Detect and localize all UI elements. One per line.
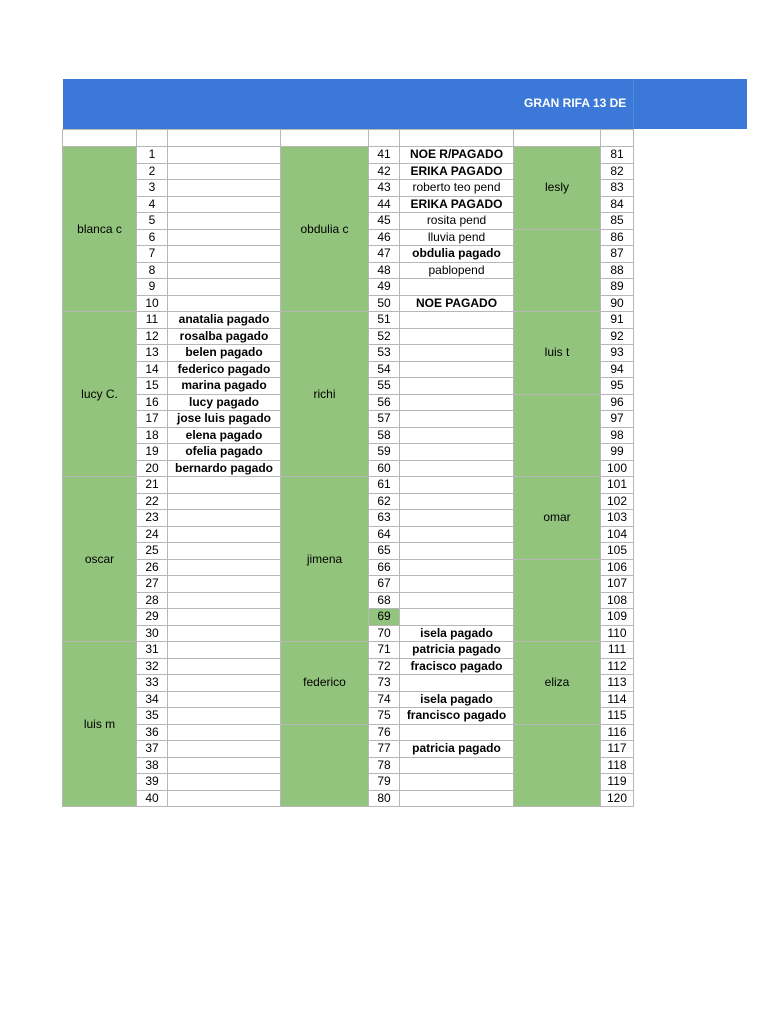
ticket-number-cell[interactable]: 39 <box>137 774 168 791</box>
ticket-number-cell[interactable]: 68 <box>369 592 400 609</box>
ticket-number-cell[interactable]: 28 <box>137 592 168 609</box>
ticket-buyer-cell[interactable] <box>400 328 514 345</box>
table-row <box>63 477 634 494</box>
ticket-buyer-cell[interactable] <box>400 576 514 593</box>
ticket-buyer-cell[interactable] <box>400 675 514 692</box>
ticket-buyer-cell[interactable] <box>168 180 281 197</box>
ticket-number-cell[interactable]: 7 <box>137 246 168 263</box>
ticket-number-cell[interactable]: 59 <box>369 444 400 461</box>
ticket-buyer-cell[interactable]: isela pagado <box>400 625 514 642</box>
ticket-number-cell[interactable]: 63 <box>369 510 400 527</box>
ticket-buyer-cell[interactable] <box>168 477 281 494</box>
ticket-buyer-cell[interactable]: NOE R/PAGADO <box>400 147 514 164</box>
ticket-buyer-cell[interactable] <box>168 163 281 180</box>
ticket-number-cell[interactable]: 3 <box>137 180 168 197</box>
ticket-number-cell[interactable]: 103 <box>601 510 634 527</box>
ticket-number-cell[interactable]: 49 <box>369 279 400 296</box>
seller-cell[interactable]: luis t <box>514 312 601 395</box>
ticket-buyer-cell[interactable] <box>400 526 514 543</box>
ticket-number-cell[interactable]: 119 <box>601 774 634 791</box>
ticket-number-cell[interactable]: 102 <box>601 493 634 510</box>
ticket-number-cell[interactable]: 89 <box>601 279 634 296</box>
ticket-buyer-cell[interactable]: rosalba pagado <box>168 328 281 345</box>
ticket-buyer-cell[interactable] <box>400 345 514 362</box>
ticket-buyer-cell[interactable] <box>168 526 281 543</box>
table-row <box>63 642 634 659</box>
ticket-number-cell[interactable]: 117 <box>601 741 634 758</box>
ticket-number-cell[interactable]: 91 <box>601 312 634 329</box>
ticket-number-cell[interactable]: 94 <box>601 361 634 378</box>
ticket-number-cell[interactable]: 75 <box>369 708 400 725</box>
ticket-buyer-cell[interactable] <box>400 510 514 527</box>
ticket-buyer-cell[interactable]: roberto teo pend <box>400 180 514 197</box>
empty-cell[interactable] <box>400 130 514 147</box>
ticket-number-cell[interactable]: 38 <box>137 757 168 774</box>
seller-cell[interactable]: omar <box>514 477 601 560</box>
ticket-number-cell[interactable]: 25 <box>137 543 168 560</box>
ticket-buyer-cell[interactable] <box>400 361 514 378</box>
ticket-number-cell[interactable]: 97 <box>601 411 634 428</box>
ticket-number-cell[interactable]: 79 <box>369 774 400 791</box>
table-row <box>63 147 634 164</box>
ticket-number-cell[interactable]: 72 <box>369 658 400 675</box>
title-banner <box>63 79 747 129</box>
ticket-number-cell[interactable]: 83 <box>601 180 634 197</box>
ticket-number-cell[interactable]: 35 <box>137 708 168 725</box>
ticket-buyer-cell[interactable]: marina pagado <box>168 378 281 395</box>
ticket-buyer-cell[interactable]: NOE PAGADO <box>400 295 514 312</box>
ticket-buyer-cell[interactable] <box>168 625 281 642</box>
ticket-buyer-cell[interactable] <box>168 196 281 213</box>
seller-cell[interactable]: lucy C. <box>63 312 137 477</box>
ticket-number-cell[interactable]: 105 <box>601 543 634 560</box>
ticket-number-cell[interactable]: 56 <box>369 394 400 411</box>
ticket-number-cell[interactable]: 32 <box>137 658 168 675</box>
empty-cell[interactable] <box>168 130 281 147</box>
ticket-buyer-cell[interactable] <box>168 592 281 609</box>
ticket-buyer-cell[interactable] <box>168 724 281 741</box>
ticket-number-cell[interactable]: 54 <box>369 361 400 378</box>
ticket-number-cell[interactable]: 100 <box>601 460 634 477</box>
ticket-number-cell[interactable]: 113 <box>601 675 634 692</box>
ticket-number-cell[interactable]: 12 <box>137 328 168 345</box>
ticket-number-cell[interactable]: 92 <box>601 328 634 345</box>
seller-cell[interactable] <box>281 724 369 807</box>
ticket-buyer-cell[interactable] <box>168 147 281 164</box>
ticket-number-cell[interactable]: 80 <box>369 790 400 807</box>
raffle-sheet <box>62 129 634 807</box>
seller-cell[interactable] <box>514 394 601 477</box>
ticket-number-cell[interactable]: 46 <box>369 229 400 246</box>
ticket-buyer-cell[interactable] <box>400 477 514 494</box>
ticket-number-cell[interactable]: 120 <box>601 790 634 807</box>
ticket-buyer-cell[interactable] <box>168 790 281 807</box>
ticket-number-cell[interactable]: 70 <box>369 625 400 642</box>
raffle-title: GRAN RIFA 13 DE <box>524 96 627 110</box>
ticket-number-cell[interactable]: 71 <box>369 642 400 659</box>
column-divider <box>633 79 634 129</box>
ticket-number-cell[interactable]: 37 <box>137 741 168 758</box>
ticket-number-cell[interactable]: 116 <box>601 724 634 741</box>
ticket-number-cell[interactable]: 52 <box>369 328 400 345</box>
seller-cell[interactable]: richi <box>281 312 369 477</box>
ticket-number-cell[interactable]: 88 <box>601 262 634 279</box>
ticket-buyer-cell[interactable]: fracisco pagado <box>400 658 514 675</box>
seller-cell[interactable]: jimena <box>281 477 369 642</box>
ticket-number-cell[interactable]: 99 <box>601 444 634 461</box>
ticket-number-cell[interactable]: 108 <box>601 592 634 609</box>
ticket-buyer-cell[interactable] <box>168 774 281 791</box>
ticket-number-cell[interactable]: 115 <box>601 708 634 725</box>
ticket-number-cell[interactable]: 98 <box>601 427 634 444</box>
ticket-number-cell[interactable]: 84 <box>601 196 634 213</box>
ticket-number-cell[interactable]: 29 <box>137 609 168 626</box>
empty-cell[interactable] <box>281 130 369 147</box>
ticket-number-cell[interactable]: 30 <box>137 625 168 642</box>
ticket-number-cell[interactable]: 74 <box>369 691 400 708</box>
ticket-buyer-cell[interactable] <box>168 559 281 576</box>
seller-cell[interactable]: obdulia c <box>281 147 369 312</box>
ticket-number-cell[interactable]: 62 <box>369 493 400 510</box>
ticket-number-cell[interactable]: 16 <box>137 394 168 411</box>
ticket-buyer-cell[interactable] <box>400 460 514 477</box>
ticket-buyer-cell[interactable]: isela pagado <box>400 691 514 708</box>
ticket-number-cell[interactable]: 114 <box>601 691 634 708</box>
ticket-number-cell[interactable]: 60 <box>369 460 400 477</box>
ticket-buyer-cell[interactable] <box>168 658 281 675</box>
seller-cell[interactable]: oscar <box>63 477 137 642</box>
ticket-number-cell[interactable]: 65 <box>369 543 400 560</box>
ticket-buyer-cell[interactable] <box>168 691 281 708</box>
ticket-number-cell[interactable]: 76 <box>369 724 400 741</box>
ticket-number-cell[interactable]: 64 <box>369 526 400 543</box>
empty-cell[interactable] <box>514 130 601 147</box>
ticket-buyer-cell[interactable] <box>400 757 514 774</box>
ticket-buyer-cell[interactable] <box>400 394 514 411</box>
table-row <box>63 312 634 329</box>
seller-cell[interactable]: blanca c <box>63 147 137 312</box>
ticket-buyer-cell[interactable] <box>400 609 514 626</box>
ticket-buyer-cell[interactable] <box>400 411 514 428</box>
ticket-number-cell[interactable]: 31 <box>137 642 168 659</box>
ticket-number-cell[interactable]: 67 <box>369 576 400 593</box>
ticket-number-cell[interactable]: 58 <box>369 427 400 444</box>
ticket-buyer-cell[interactable] <box>400 378 514 395</box>
ticket-number-cell[interactable]: 33 <box>137 675 168 692</box>
ticket-buyer-cell[interactable]: ERIKA PAGADO <box>400 196 514 213</box>
ticket-buyer-cell[interactable] <box>168 213 281 230</box>
ticket-number-cell[interactable]: 95 <box>601 378 634 395</box>
ticket-number-cell[interactable]: 22 <box>137 493 168 510</box>
ticket-number-cell[interactable]: 20 <box>137 460 168 477</box>
empty-cell[interactable] <box>137 130 168 147</box>
ticket-buyer-cell[interactable]: rosita pend <box>400 213 514 230</box>
ticket-number-cell[interactable]: 96 <box>601 394 634 411</box>
ticket-buyer-cell[interactable] <box>400 790 514 807</box>
ticket-number-cell[interactable]: 78 <box>369 757 400 774</box>
ticket-buyer-cell[interactable] <box>400 592 514 609</box>
ticket-number-cell[interactable]: 17 <box>137 411 168 428</box>
ticket-buyer-cell[interactable]: francisco pagado <box>400 708 514 725</box>
empty-cell[interactable] <box>63 130 137 147</box>
ticket-number-cell[interactable]: 101 <box>601 477 634 494</box>
header-spacer-row <box>63 130 634 147</box>
ticket-buyer-cell[interactable] <box>168 576 281 593</box>
ticket-number-cell[interactable]: 107 <box>601 576 634 593</box>
empty-cell[interactable] <box>601 130 634 147</box>
ticket-number-cell[interactable]: 86 <box>601 229 634 246</box>
ticket-number-cell[interactable]: 23 <box>137 510 168 527</box>
ticket-buyer-cell[interactable]: pablopend <box>400 262 514 279</box>
ticket-buyer-cell[interactable]: elena pagado <box>168 427 281 444</box>
ticket-number-cell[interactable]: 66 <box>369 559 400 576</box>
ticket-number-cell[interactable]: 51 <box>369 312 400 329</box>
ticket-number-cell[interactable]: 45 <box>369 213 400 230</box>
ticket-number-cell[interactable]: 77 <box>369 741 400 758</box>
ticket-buyer-cell[interactable] <box>400 724 514 741</box>
ticket-number-cell[interactable]: 15 <box>137 378 168 395</box>
ticket-number-cell[interactable]: 36 <box>137 724 168 741</box>
seller-cell[interactable] <box>514 559 601 642</box>
ticket-buyer-cell[interactable] <box>400 493 514 510</box>
ticket-number-cell[interactable]: 19 <box>137 444 168 461</box>
ticket-number-cell[interactable]: 85 <box>601 213 634 230</box>
ticket-number-cell[interactable]: 118 <box>601 757 634 774</box>
ticket-buyer-cell[interactable] <box>168 493 281 510</box>
ticket-buyer-cell[interactable] <box>400 444 514 461</box>
ticket-number-cell[interactable]: 87 <box>601 246 634 263</box>
ticket-buyer-cell[interactable] <box>168 262 281 279</box>
ticket-buyer-cell[interactable] <box>168 642 281 659</box>
ticket-buyer-cell[interactable]: patricia pagado <box>400 642 514 659</box>
ticket-number-cell[interactable]: 11 <box>137 312 168 329</box>
ticket-buyer-cell[interactable] <box>168 246 281 263</box>
ticket-number-cell[interactable]: 40 <box>137 790 168 807</box>
ticket-number-cell[interactable]: 57 <box>369 411 400 428</box>
table-row <box>63 724 634 741</box>
ticket-buyer-cell[interactable]: lucy pagado <box>168 394 281 411</box>
ticket-buyer-cell[interactable]: obdulia pagado <box>400 246 514 263</box>
ticket-number-cell[interactable]: 4 <box>137 196 168 213</box>
ticket-number-cell[interactable]: 48 <box>369 262 400 279</box>
ticket-number-cell[interactable]: 44 <box>369 196 400 213</box>
ticket-number-cell[interactable]: 34 <box>137 691 168 708</box>
ticket-buyer-cell[interactable] <box>168 510 281 527</box>
ticket-buyer-cell[interactable]: patricia pagado <box>400 741 514 758</box>
ticket-number-cell[interactable]: 53 <box>369 345 400 362</box>
ticket-buyer-cell[interactable] <box>168 609 281 626</box>
ticket-number-cell[interactable]: 5 <box>137 213 168 230</box>
ticket-number-cell[interactable]: 82 <box>601 163 634 180</box>
ticket-number-cell[interactable]: 13 <box>137 345 168 362</box>
ticket-number-cell[interactable]: 104 <box>601 526 634 543</box>
ticket-number-cell[interactable]: 69 <box>369 609 400 626</box>
ticket-number-cell[interactable]: 14 <box>137 361 168 378</box>
ticket-buyer-cell[interactable] <box>400 774 514 791</box>
ticket-number-cell[interactable]: 6 <box>137 229 168 246</box>
ticket-number-cell[interactable]: 42 <box>369 163 400 180</box>
ticket-number-cell[interactable]: 50 <box>369 295 400 312</box>
ticket-number-cell[interactable]: 2 <box>137 163 168 180</box>
ticket-buyer-cell[interactable]: federico pagado <box>168 361 281 378</box>
ticket-buyer-cell[interactable] <box>400 312 514 329</box>
seller-cell[interactable]: eliza <box>514 642 601 725</box>
seller-cell[interactable]: luis m <box>63 642 137 807</box>
ticket-number-cell[interactable]: 106 <box>601 559 634 576</box>
ticket-number-cell[interactable]: 111 <box>601 642 634 659</box>
ticket-buyer-cell[interactable]: ERIKA PAGADO <box>400 163 514 180</box>
ticket-buyer-cell[interactable]: bernardo pagado <box>168 460 281 477</box>
ticket-buyer-cell[interactable]: lluvia pend <box>400 229 514 246</box>
ticket-number-cell[interactable]: 110 <box>601 625 634 642</box>
ticket-number-cell[interactable]: 61 <box>369 477 400 494</box>
ticket-buyer-cell[interactable] <box>400 559 514 576</box>
ticket-number-cell[interactable]: 90 <box>601 295 634 312</box>
empty-cell[interactable] <box>369 130 400 147</box>
ticket-buyer-cell[interactable]: jose luis pagado <box>168 411 281 428</box>
ticket-number-cell[interactable]: 55 <box>369 378 400 395</box>
ticket-number-cell[interactable]: 8 <box>137 262 168 279</box>
seller-cell[interactable] <box>514 229 601 312</box>
seller-cell[interactable]: federico <box>281 642 369 725</box>
ticket-buyer-cell[interactable] <box>168 708 281 725</box>
ticket-number-cell[interactable]: 24 <box>137 526 168 543</box>
ticket-number-cell[interactable]: 81 <box>601 147 634 164</box>
ticket-number-cell[interactable]: 26 <box>137 559 168 576</box>
ticket-buyer-cell[interactable] <box>168 295 281 312</box>
seller-cell[interactable]: lesly <box>514 147 601 230</box>
ticket-number-cell[interactable]: 73 <box>369 675 400 692</box>
ticket-number-cell[interactable]: 109 <box>601 609 634 626</box>
ticket-number-cell[interactable]: 43 <box>369 180 400 197</box>
ticket-number-cell[interactable]: 93 <box>601 345 634 362</box>
ticket-buyer-cell[interactable] <box>400 543 514 560</box>
ticket-number-cell[interactable]: 9 <box>137 279 168 296</box>
ticket-number-cell[interactable]: 47 <box>369 246 400 263</box>
seller-cell[interactable] <box>514 724 601 807</box>
ticket-number-cell[interactable]: 112 <box>601 658 634 675</box>
ticket-buyer-cell[interactable] <box>168 675 281 692</box>
ticket-buyer-cell[interactable]: ofelia pagado <box>168 444 281 461</box>
ticket-buyer-cell[interactable] <box>168 757 281 774</box>
ticket-number-cell[interactable]: 27 <box>137 576 168 593</box>
ticket-buyer-cell[interactable] <box>168 543 281 560</box>
ticket-number-cell[interactable]: 1 <box>137 147 168 164</box>
ticket-buyer-cell[interactable] <box>168 229 281 246</box>
ticket-number-cell[interactable]: 41 <box>369 147 400 164</box>
ticket-buyer-cell[interactable] <box>168 279 281 296</box>
ticket-buyer-cell[interactable]: belen pagado <box>168 345 281 362</box>
ticket-buyer-cell[interactable] <box>400 427 514 444</box>
ticket-number-cell[interactable]: 21 <box>137 477 168 494</box>
ticket-number-cell[interactable]: 10 <box>137 295 168 312</box>
ticket-buyer-cell[interactable] <box>400 279 514 296</box>
ticket-buyer-cell[interactable]: anatalia pagado <box>168 312 281 329</box>
ticket-number-cell[interactable]: 18 <box>137 427 168 444</box>
ticket-buyer-cell[interactable] <box>168 741 281 758</box>
